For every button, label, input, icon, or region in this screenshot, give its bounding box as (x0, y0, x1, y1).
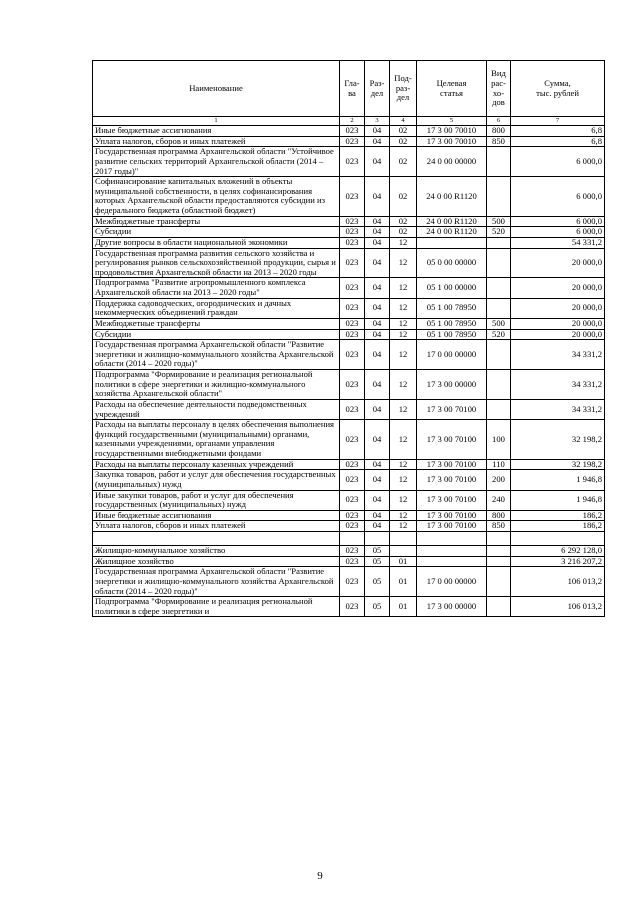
row-name-cell: Закупка товаров, работ и услуг для обеспечения государственных (муниципальных) нужд (93, 470, 340, 490)
header-glava: Гла- ва (340, 61, 365, 117)
row-glava-cell: 023 (340, 329, 365, 340)
row-glava-cell: 023 (340, 399, 365, 419)
row-vid-cell: 520 (487, 227, 511, 238)
column-number: 3 (365, 117, 390, 126)
row-sum-cell: 20 000,0 (511, 278, 605, 298)
row-article-cell: 24 0 00 00000 (417, 147, 487, 177)
row-glava-cell: 023 (340, 126, 365, 137)
row-razdel-cell: 04 (365, 420, 390, 460)
row-vid-cell (487, 546, 511, 557)
row-name-cell: Подпрограмма "Развитие агропромышленного комплекса Архангельской области на 2013 – 2020 годы" (93, 278, 340, 298)
budget-table (92, 60, 605, 617)
table-row (93, 329, 605, 340)
row-vid-cell (487, 556, 511, 567)
row-razdel-cell: 04 (365, 459, 390, 470)
row-glava-cell: 023 (340, 248, 365, 278)
table-row (93, 420, 605, 460)
table-row (93, 459, 605, 470)
row-glava-cell: 023 (340, 510, 365, 521)
row-sum-cell: 6,8 (511, 136, 605, 147)
row-article-cell: 05 1 00 78950 (417, 298, 487, 318)
row-podrazdel-cell: 12 (390, 318, 417, 329)
header-sum: Сумма, тыс. рублей (511, 61, 605, 117)
row-razdel-cell (365, 532, 390, 546)
row-article-cell: 17 3 00 70100 (417, 510, 487, 521)
row-vid-cell (487, 340, 511, 370)
row-name-cell: Государственная программа Архангельской области "Устойчивое развитие сельских территорий Архангельской области (2014 – 2017 годы)" (93, 147, 340, 177)
row-name-cell: Другие вопросы в области национальной экономики (93, 237, 340, 248)
row-podrazdel-cell: 01 (390, 567, 417, 597)
row-vid-cell: 800 (487, 510, 511, 521)
row-vid-cell: 110 (487, 459, 511, 470)
row-name-cell: Жилищно-коммунальное хозяйство (93, 546, 340, 557)
row-vid-cell (487, 248, 511, 278)
row-name-cell: Жилищное хозяйство (93, 556, 340, 567)
row-name-cell: Расходы на выплаты персоналу казенных учреждений (93, 459, 340, 470)
row-article-cell (417, 237, 487, 248)
row-sum-cell: 20 000,0 (511, 248, 605, 278)
row-sum-cell: 106 013,2 (511, 567, 605, 597)
table-row (93, 278, 605, 298)
table-row (93, 510, 605, 521)
row-article-cell (417, 546, 487, 557)
row-razdel-cell: 04 (365, 227, 390, 238)
table-header-row (93, 61, 605, 117)
row-vid-cell: 200 (487, 470, 511, 490)
row-razdel-cell: 04 (365, 318, 390, 329)
table-row (93, 370, 605, 400)
row-razdel-cell: 04 (365, 470, 390, 490)
row-vid-cell (487, 177, 511, 217)
row-name-cell: Иные бюджетные ассигнования (93, 510, 340, 521)
row-razdel-cell: 04 (365, 329, 390, 340)
row-sum-cell: 34 331,2 (511, 399, 605, 419)
row-podrazdel-cell (390, 532, 417, 546)
row-article-cell: 05 1 00 78950 (417, 329, 487, 340)
column-number: 2 (340, 117, 365, 126)
row-glava-cell: 023 (340, 420, 365, 460)
column-number: 6 (487, 117, 511, 126)
row-sum-cell: 20 000,0 (511, 318, 605, 329)
row-podrazdel-cell: 01 (390, 597, 417, 617)
table-row (93, 470, 605, 490)
row-sum-cell: 34 331,2 (511, 370, 605, 400)
column-number-row (93, 117, 605, 126)
row-glava-cell: 023 (340, 298, 365, 318)
row-name-cell: Уплата налогов, сборов и иных платежей (93, 136, 340, 147)
row-vid-cell (487, 370, 511, 400)
table-row (93, 298, 605, 318)
row-glava-cell (340, 532, 365, 546)
row-vid-cell: 240 (487, 490, 511, 510)
row-article-cell: 17 0 00 00000 (417, 567, 487, 597)
row-glava-cell: 023 (340, 216, 365, 227)
row-podrazdel-cell: 12 (390, 248, 417, 278)
row-name-cell: Подпрограмма "Формирование и реализация региональной политики в сфере энергетики и жилищно-коммунального хозяйства Архангельской области" (93, 370, 340, 400)
row-vid-cell (487, 298, 511, 318)
row-sum-cell: 6 292 128,0 (511, 546, 605, 557)
page-number: 9 (317, 870, 323, 882)
row-glava-cell: 023 (340, 340, 365, 370)
row-vid-cell: 850 (487, 521, 511, 532)
row-podrazdel-cell: 02 (390, 126, 417, 137)
table-row (93, 399, 605, 419)
table-row (93, 177, 605, 217)
row-name-cell: Подпрограмма "Формирование и реализация региональной политики в сфере энергетики и (93, 597, 340, 617)
row-sum-cell: 6 000,0 (511, 216, 605, 227)
row-name-cell: Расходы на выплаты персоналу в целях обеспечения выполнения функций государственными (муниципальными) органами, казенными учреждениями, органами управления государственными внебюджетными фондами (93, 420, 340, 460)
table-row (93, 248, 605, 278)
row-sum-cell: 6 000,0 (511, 227, 605, 238)
row-sum-cell: 54 331,2 (511, 237, 605, 248)
table-row (93, 147, 605, 177)
row-article-cell: 17 3 00 70100 (417, 470, 487, 490)
row-glava-cell: 023 (340, 237, 365, 248)
row-article-cell: 05 0 00 00000 (417, 248, 487, 278)
table-row (93, 597, 605, 617)
row-podrazdel-cell: 12 (390, 340, 417, 370)
row-article-cell: 17 3 00 70100 (417, 399, 487, 419)
column-number: 5 (417, 117, 487, 126)
row-sum-cell: 1 946,8 (511, 470, 605, 490)
row-article-cell: 17 3 00 70100 (417, 490, 487, 510)
row-article-cell: 17 3 00 70100 (417, 459, 487, 470)
row-razdel-cell: 04 (365, 136, 390, 147)
row-podrazdel-cell: 12 (390, 298, 417, 318)
row-podrazdel-cell: 12 (390, 459, 417, 470)
row-razdel-cell: 05 (365, 556, 390, 567)
row-article-cell: 24 0 00 R1120 (417, 216, 487, 227)
row-vid-cell (487, 597, 511, 617)
row-vid-cell: 100 (487, 420, 511, 460)
row-glava-cell: 023 (340, 147, 365, 177)
table-row (93, 227, 605, 238)
header-razdel: Раз- дел (365, 61, 390, 117)
row-podrazdel-cell: 12 (390, 490, 417, 510)
row-razdel-cell: 05 (365, 567, 390, 597)
row-article-cell: 17 3 00 70010 (417, 136, 487, 147)
row-podrazdel-cell: 12 (390, 470, 417, 490)
row-glava-cell: 023 (340, 521, 365, 532)
row-glava-cell: 023 (340, 177, 365, 217)
row-vid-cell (487, 147, 511, 177)
row-podrazdel-cell: 12 (390, 329, 417, 340)
row-name-cell: Межбюджетные трансферты (93, 318, 340, 329)
row-sum-cell: 6,8 (511, 126, 605, 137)
row-razdel-cell: 04 (365, 177, 390, 217)
row-vid-cell: 500 (487, 216, 511, 227)
row-razdel-cell: 04 (365, 147, 390, 177)
row-sum-cell: 3 216 207,2 (511, 556, 605, 567)
row-podrazdel-cell: 12 (390, 278, 417, 298)
row-razdel-cell: 04 (365, 298, 390, 318)
row-article-cell: 17 3 00 00000 (417, 597, 487, 617)
table-body (93, 126, 605, 617)
row-name-cell: Государственная программа развития сельского хозяйства и регулирования рынков сельскохозяйственной продукции, сырья и продовольствия Архангельской области на 2013 – 2020 годы (93, 248, 340, 278)
row-razdel-cell: 04 (365, 237, 390, 248)
row-name-cell: Поддержка садоводческих, огороднических и дачных некоммерческих объединений граждан (93, 298, 340, 318)
row-podrazdel-cell: 12 (390, 399, 417, 419)
header-vid: Вид рас- хо- дов (487, 61, 511, 117)
row-article-cell (417, 532, 487, 546)
row-podrazdel-cell: 02 (390, 177, 417, 217)
row-name-cell: Государственная программа Архангельской области "Развитие энергетики и жилищно-коммунального хозяйства Архангельской области (2014 – 2020 годы)" (93, 567, 340, 597)
row-glava-cell: 023 (340, 567, 365, 597)
row-razdel-cell: 04 (365, 248, 390, 278)
row-razdel-cell: 04 (365, 370, 390, 400)
table-row (93, 490, 605, 510)
row-vid-cell (487, 399, 511, 419)
row-razdel-cell: 04 (365, 399, 390, 419)
row-glava-cell: 023 (340, 459, 365, 470)
row-podrazdel-cell (390, 546, 417, 557)
row-article-cell: 05 1 00 78950 (417, 318, 487, 329)
row-podrazdel-cell: 01 (390, 556, 417, 567)
header-name: Наименование (93, 61, 340, 117)
row-podrazdel-cell: 12 (390, 521, 417, 532)
row-razdel-cell: 04 (365, 216, 390, 227)
blank-row (93, 532, 605, 546)
row-glava-cell: 023 (340, 370, 365, 400)
row-sum-cell: 20 000,0 (511, 298, 605, 318)
row-razdel-cell: 05 (365, 546, 390, 557)
row-vid-cell (487, 567, 511, 597)
row-sum-cell: 34 331,2 (511, 340, 605, 370)
row-name-cell: Софинансирование капитальных вложений в объекты муниципальной собственности, в целях софинансирования которых Архангельской области предоставляются субсидии из федерального бюджета (областной бюджет) (93, 177, 340, 217)
row-name-cell: Иные закупки товаров, работ и услуг для обеспечения государственных (муниципальных) нужд (93, 490, 340, 510)
row-glava-cell: 023 (340, 136, 365, 147)
row-vid-cell: 520 (487, 329, 511, 340)
table-row (93, 216, 605, 227)
row-sum-cell: 6 000,0 (511, 147, 605, 177)
row-sum-cell: 186,2 (511, 510, 605, 521)
row-podrazdel-cell: 12 (390, 510, 417, 521)
row-vid-cell (487, 532, 511, 546)
table-row (93, 567, 605, 597)
row-podrazdel-cell: 12 (390, 420, 417, 460)
row-article-cell: 17 3 00 70010 (417, 126, 487, 137)
row-sum-cell: 6 000,0 (511, 177, 605, 217)
row-name-cell (93, 532, 340, 546)
row-vid-cell (487, 237, 511, 248)
table-row (93, 237, 605, 248)
row-podrazdel-cell: 02 (390, 147, 417, 177)
row-glava-cell: 023 (340, 278, 365, 298)
row-vid-cell: 500 (487, 318, 511, 329)
row-article-cell: 17 3 00 70100 (417, 420, 487, 460)
column-number: 4 (390, 117, 417, 126)
row-razdel-cell: 04 (365, 521, 390, 532)
row-glava-cell: 023 (340, 470, 365, 490)
row-name-cell: Государственная программа Архангельской области "Развитие энергетики и жилищно-коммунального хозяйства Архангельской области (2014 – 2020 годы)" (93, 340, 340, 370)
row-name-cell: Иные бюджетные ассигнования (93, 126, 340, 137)
table-row (93, 546, 605, 557)
row-sum-cell: 1 946,8 (511, 490, 605, 510)
row-article-cell: 17 3 00 00000 (417, 370, 487, 400)
header-article: Целевая статья (417, 61, 487, 117)
row-vid-cell: 850 (487, 136, 511, 147)
row-podrazdel-cell: 02 (390, 216, 417, 227)
row-article-cell: 17 0 00 00000 (417, 340, 487, 370)
row-glava-cell: 023 (340, 597, 365, 617)
row-podrazdel-cell: 02 (390, 227, 417, 238)
row-podrazdel-cell: 12 (390, 237, 417, 248)
column-number: 7 (511, 117, 605, 126)
row-glava-cell: 023 (340, 318, 365, 329)
table-row (93, 126, 605, 137)
row-sum-cell (511, 532, 605, 546)
row-sum-cell: 32 198,2 (511, 459, 605, 470)
table-row (93, 318, 605, 329)
row-article-cell: 24 0 00 R1120 (417, 177, 487, 217)
row-article-cell: 05 1 00 00000 (417, 278, 487, 298)
row-sum-cell: 186,2 (511, 521, 605, 532)
row-glava-cell: 023 (340, 227, 365, 238)
row-sum-cell: 106 013,2 (511, 597, 605, 617)
row-glava-cell: 023 (340, 490, 365, 510)
table-row (93, 136, 605, 147)
row-glava-cell: 023 (340, 556, 365, 567)
table-row (93, 556, 605, 567)
row-razdel-cell: 05 (365, 597, 390, 617)
row-vid-cell: 800 (487, 126, 511, 137)
column-number: 1 (93, 117, 340, 126)
row-glava-cell: 023 (340, 546, 365, 557)
row-razdel-cell: 04 (365, 278, 390, 298)
row-name-cell: Межбюджетные трансферты (93, 216, 340, 227)
row-name-cell: Субсидии (93, 329, 340, 340)
row-name-cell: Уплата налогов, сборов и иных платежей (93, 521, 340, 532)
table-row (93, 521, 605, 532)
row-razdel-cell: 04 (365, 340, 390, 370)
row-vid-cell (487, 278, 511, 298)
header-podrazdel: Под- раз- дел (390, 61, 417, 117)
row-article-cell: 17 3 00 70100 (417, 521, 487, 532)
row-article-cell: 24 0 00 R1120 (417, 227, 487, 238)
row-podrazdel-cell: 12 (390, 370, 417, 400)
row-razdel-cell: 04 (365, 490, 390, 510)
row-razdel-cell: 04 (365, 126, 390, 137)
table-row (93, 340, 605, 370)
row-article-cell (417, 556, 487, 567)
row-name-cell: Субсидии (93, 227, 340, 238)
row-razdel-cell: 04 (365, 510, 390, 521)
row-name-cell: Расходы на обеспечение деятельности подведомственных учреждений (93, 399, 340, 419)
row-sum-cell: 20 000,0 (511, 329, 605, 340)
row-podrazdel-cell: 02 (390, 136, 417, 147)
row-sum-cell: 32 198,2 (511, 420, 605, 460)
